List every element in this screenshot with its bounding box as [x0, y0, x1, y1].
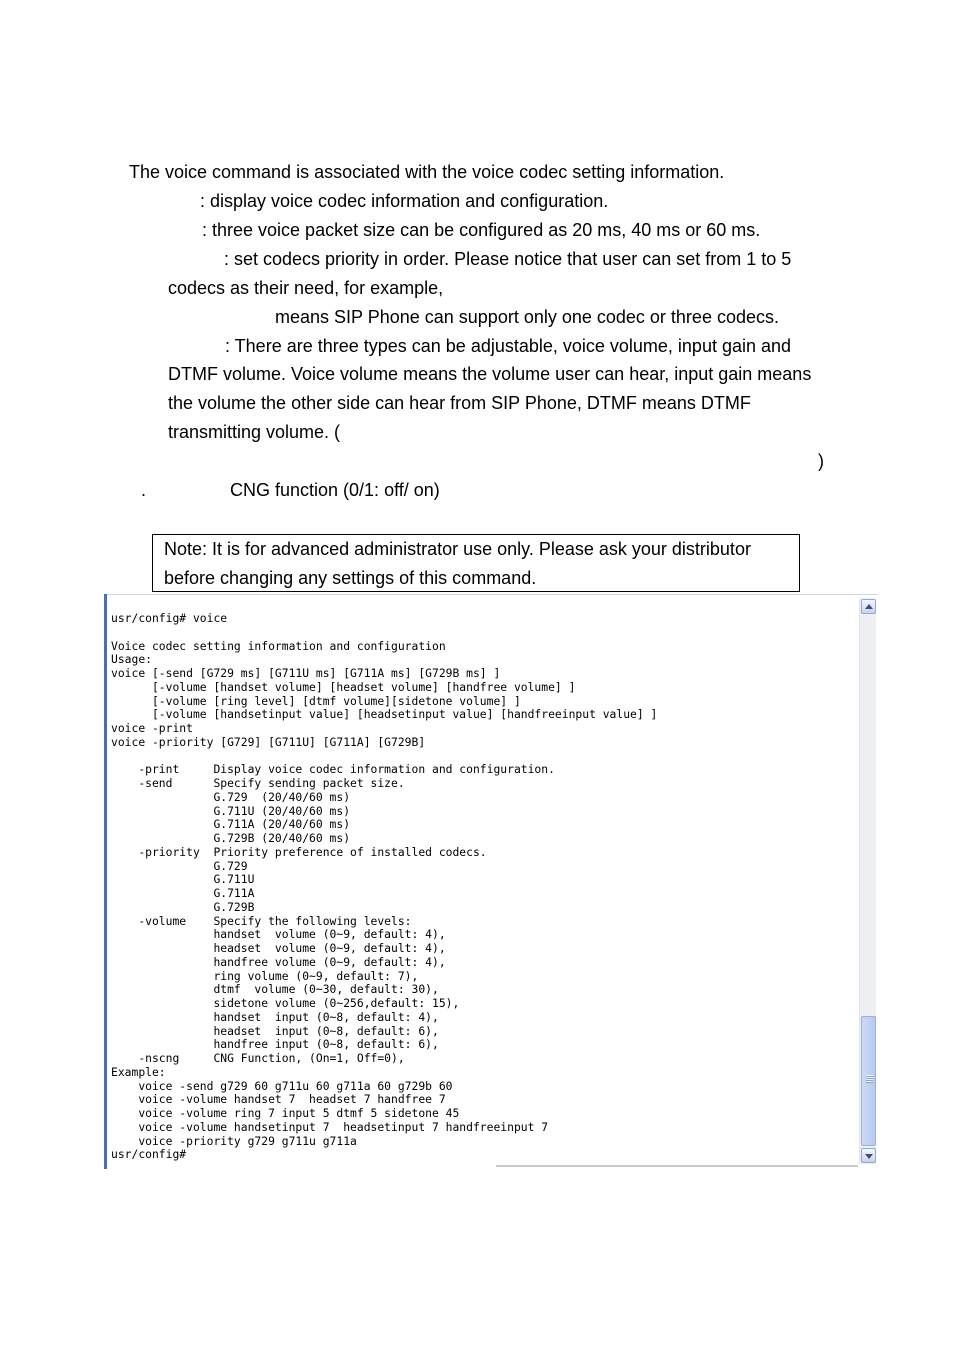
volume-description-line-2: DTMF volume. Voice volume means the volume user can hear, input gain means — [168, 364, 812, 384]
priority-description-line-2: codecs as their need, for example, — [168, 278, 444, 298]
terminal-window — [104, 594, 878, 1169]
intro-line: The voice command is associated with the voice codec setting information. — [129, 162, 725, 182]
note-line-2: before changing any settings of this command. — [164, 568, 537, 588]
grip-icon — [866, 1075, 873, 1083]
terminal-top-border — [104, 594, 878, 595]
print-description: : display voice codec information and configuration. — [200, 191, 609, 211]
send-description: : three voice packet size can be configured as 20 ms, 40 ms or 60 ms. — [202, 220, 761, 240]
terminal-bottom-border — [496, 1165, 858, 1167]
volume-description-line-3: the volume the other side can hear from SIP Phone, DTMF means DTMF — [168, 393, 751, 413]
scroll-up-button[interactable] — [861, 599, 876, 614]
volume-description-line-1: : There are three types can be adjustable, voice volume, input gain and — [225, 336, 792, 356]
nscng-description: CNG function (0/1: off/ on) — [230, 480, 440, 500]
volume-description-close-paren: ) — [818, 451, 824, 471]
chevron-down-icon — [865, 1154, 873, 1159]
vertical-scrollbar[interactable] — [859, 598, 876, 1164]
scrollbar-thumb[interactable] — [861, 1016, 876, 1146]
terminal-left-border — [104, 594, 107, 1169]
note-box — [152, 534, 800, 592]
terminal-output: usr/config# voice Voice codec setting information and configuration Usage: voice [-send [G729 ms] [G711U ms] [G711A ms] [G729B ms] ] [-volume [handset volume] [headset volume] [handfree volume] ] [-volume [ring level] [dtmf volume][sidetone volume] ] [-volume [handsetinput value] [headsetinput value] [handfreeinput value] ] voice -print voice -priority [G729] [G711U] [G711A] [G729B] -print Display voice codec information and configuration. -send Specify sending packet size. G.729 (20/40/60 ms) G.711U (20/40/60 ms) G.711A (20/40/60 ms) G.729B (20/40/60 ms) -priority Priority preference of installed codecs. G.729 G.711U G.711A G.729B -volume Specify the following levels: handset volume (0~9, default: 4), headset volume (0~9, default: 4), handfree volume (0~9, default: 4), ring volume (0~9, default: 7), dtmf volume (0~30, default: 30), sidetone volume (0~256,default: 15), handset input (0~8, default: 4), headset input (0~8, default: 6), handfree input (0~8, default: 6), -nscng CNG Function, (On=1, Off=0), Example: voice -send g729 60 g711u 60 g711a 60 g729b 60 voice -volume handset 7 headset 7 handfree 7 voice -volume ring 7 input 5 dtmf 5 sidetone 45 voice -volume handsetinput 7 headsetinput 7 handfreeinput 7 voice -priority g729 g711u g711a usr/config# — [111, 611, 658, 1162]
priority-description-line-1: : set codecs priority in order. Please notice that user can set from 1 to 5 — [224, 249, 792, 269]
chevron-up-icon — [865, 604, 873, 609]
priority-description-line-3: means SIP Phone can support only one codec or three codecs. — [275, 307, 779, 327]
volume-description-line-4: transmitting volume. ( — [168, 422, 341, 442]
note-line-1: Note: It is for advanced administrator use only. Please ask your distributor — [164, 539, 751, 559]
scroll-down-button[interactable] — [861, 1148, 876, 1163]
nscng-bullet-dot: . — [141, 480, 147, 500]
